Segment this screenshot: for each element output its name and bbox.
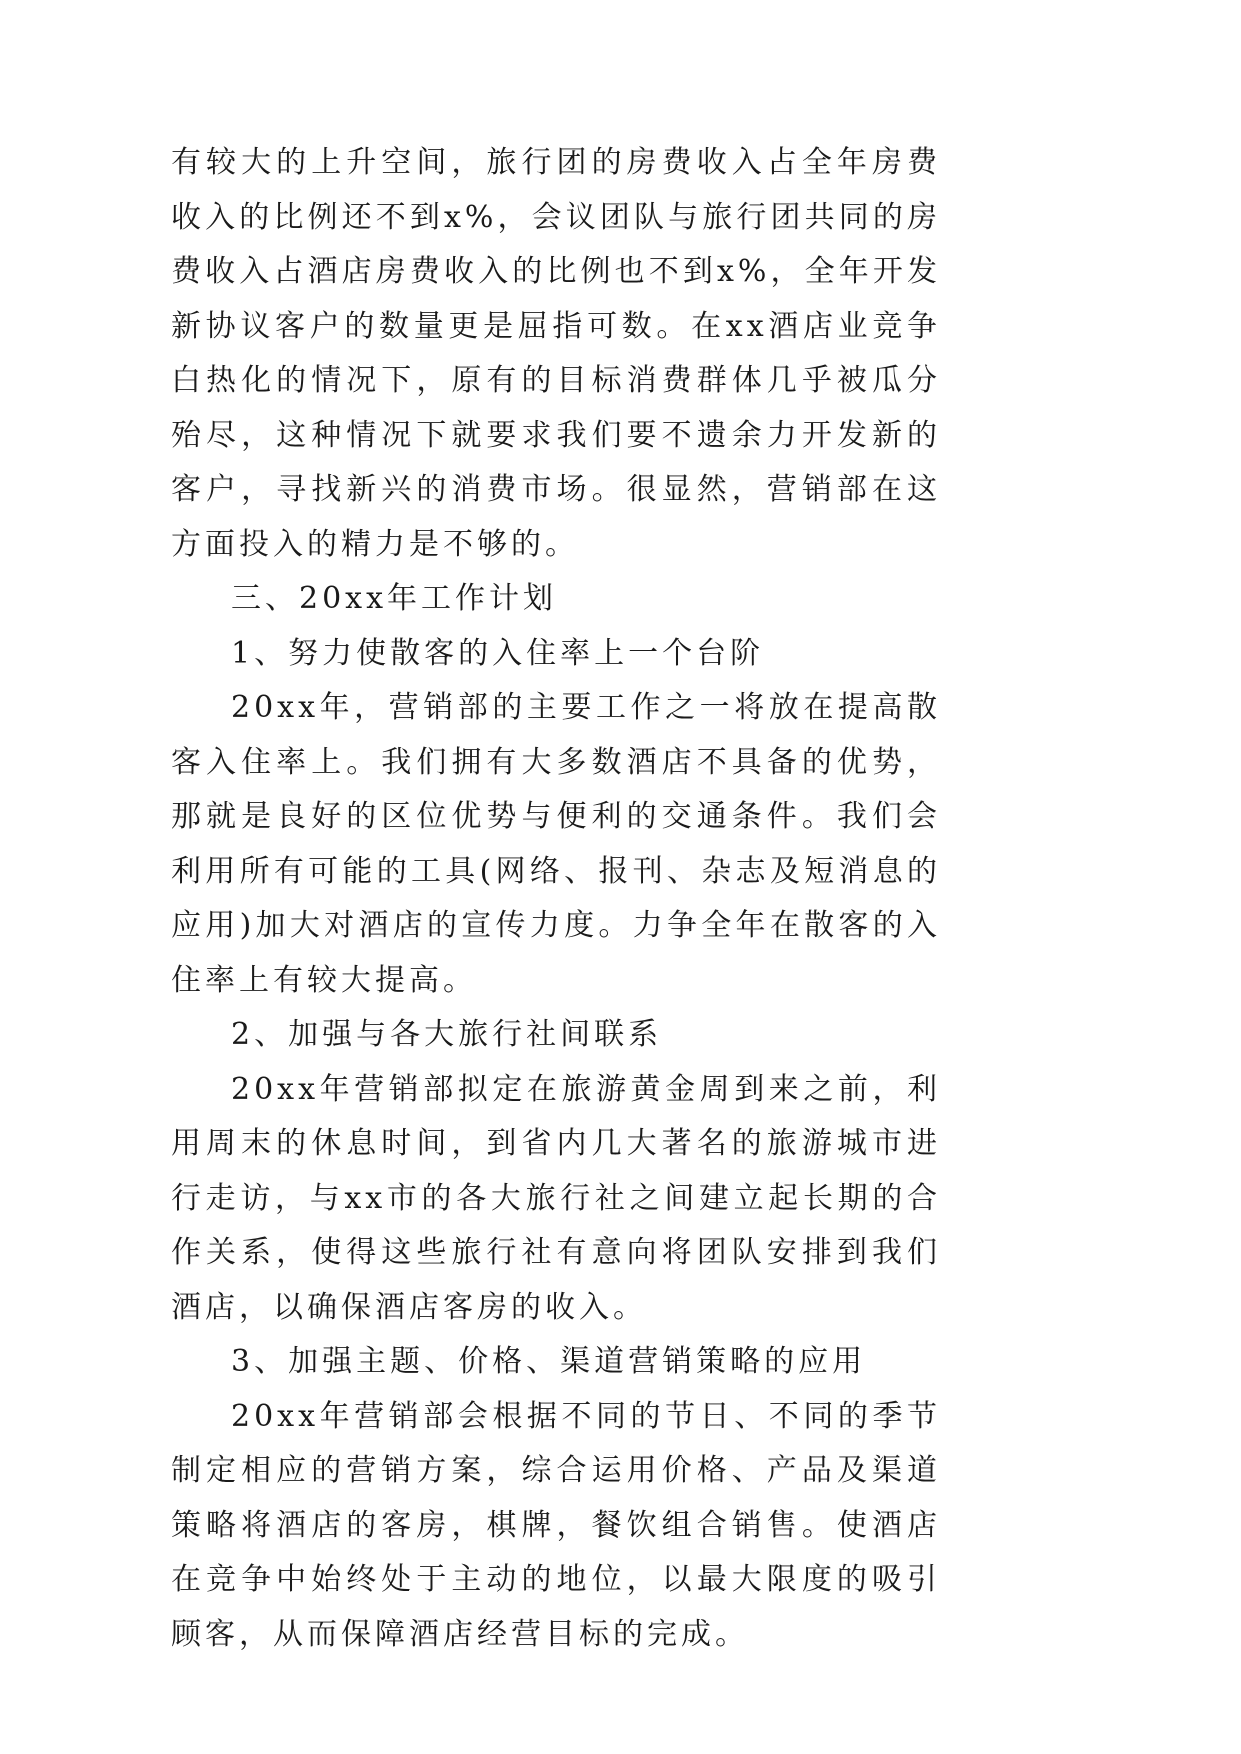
paragraph-2: 20xx年营销部拟定在旅游黄金周到来之前，利用周末的休息时间，到省内几大著名的旅游城市进行走访，与xx市的各大旅行社之间建立起长期的合作关系，使得这些旅行社有意向将团队安排到我们酒店，以确保酒店客房的收入。 <box>171 1071 941 1325</box>
paragraph-1: 20xx年，营销部的主要工作之一将放在提高散客入住率上。我们拥有大多数酒店不具备的优势，那就是良好的区位优势与便利的交通条件。我们会利用所有可能的工具(网络、报刊、杂志及短消息的应用)加大对酒店的宣传力度。力争全年在散客的入住率上有较大提高。 <box>171 690 941 998</box>
subheading-2: 2、加强与各大旅行社间联系 <box>231 1017 663 1052</box>
document-body <box>171 136 941 1662</box>
subheading-3: 3、加强主题、价格、渠道营销策略的应用 <box>231 1344 867 1379</box>
paragraph-3: 20xx年营销部会根据不同的节日、不同的季节制定相应的营销方案，综合运用价格、产品及渠道策略将酒店的客房，棋牌，餐饮组合销售。使酒店在竞争中始终处于主动的地位，以最大限度的吸引顾客，从而保障酒店经营目标的完成。 <box>171 1398 941 1652</box>
paragraph-continuation: 有较大的上升空间，旅行团的房费收入占全年房费收入的比例还不到x%，会议团队与旅行团共同的房费收入占酒店房费收入的比例也不到x%，全年开发新协议客户的数量更是屈指可数。在xx酒店业竞争白热化的情况下，原有的目标消费群体几乎被瓜分殆尽，这种情况下就要求我们要不遗余力开发新的客户，寻找新兴的消费市场。很显然，营销部在这方面投入的精力是不够的。 <box>171 145 941 562</box>
subheading-1: 1、努力使散客的入住率上一个台阶 <box>231 635 765 671</box>
section-heading-work-plan: 三、20xx年工作计划 <box>231 581 558 616</box>
